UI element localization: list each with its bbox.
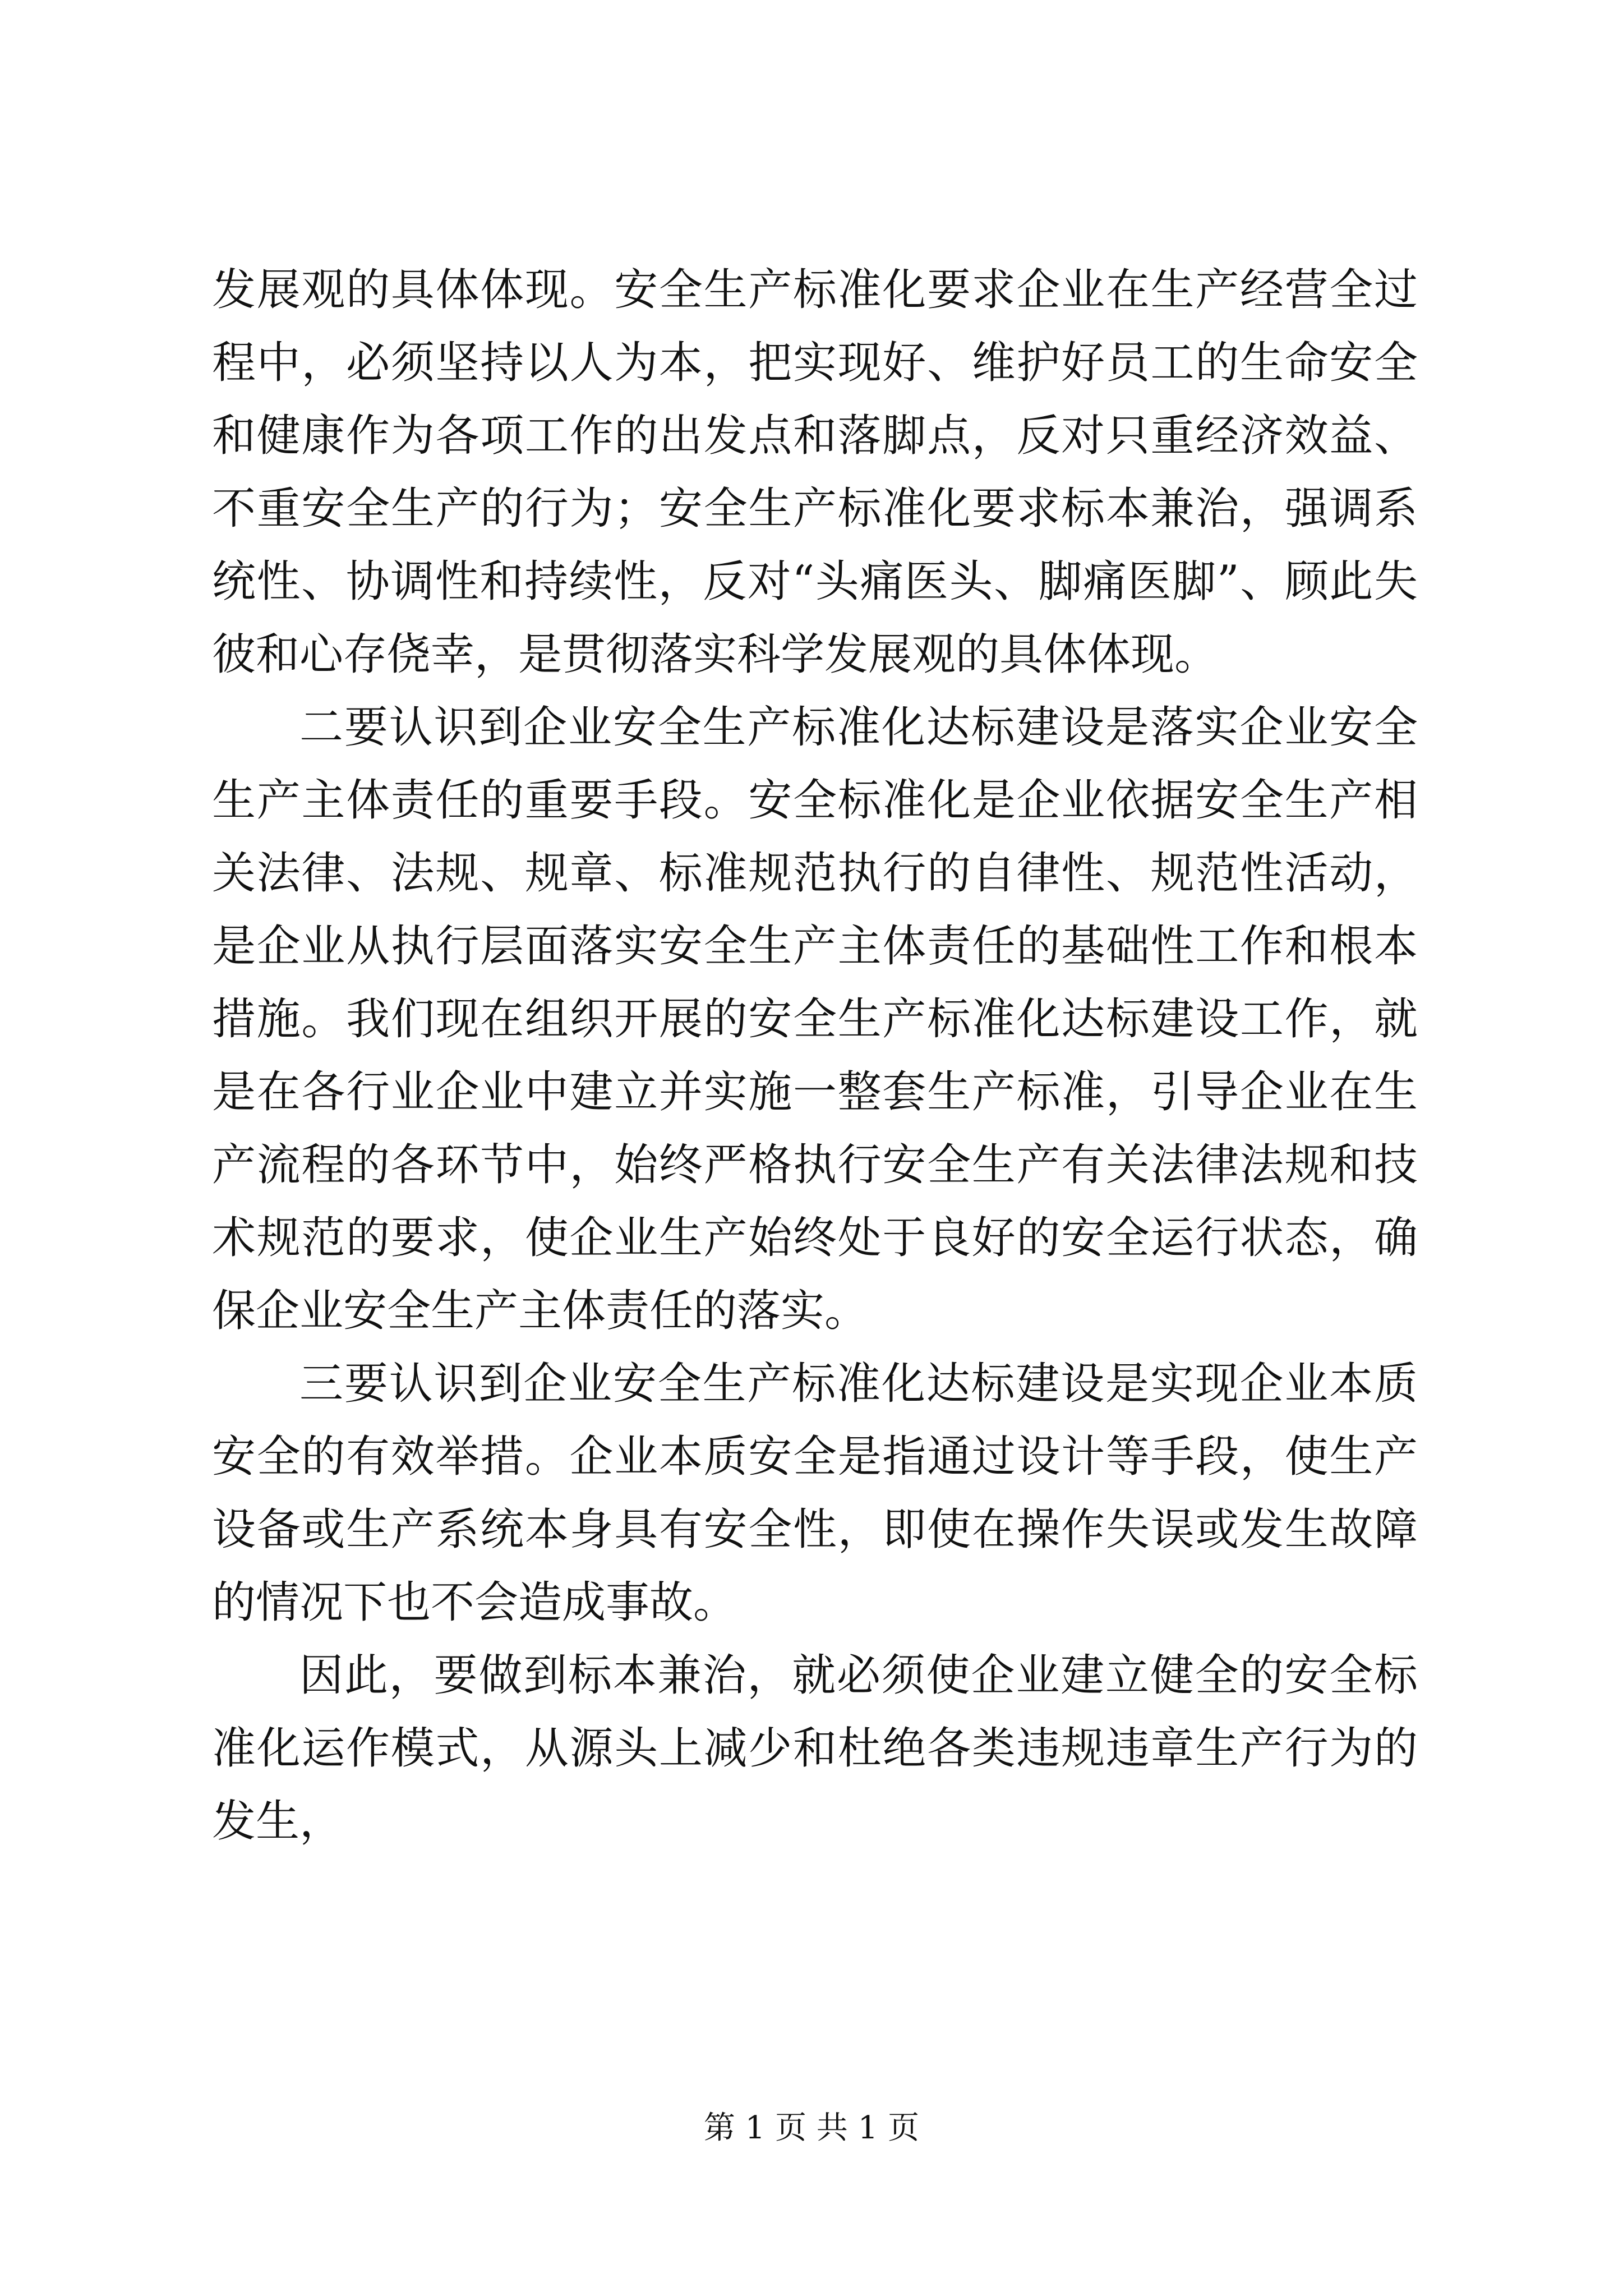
paragraph-2: 二要认识到企业安全生产标准化达标建设是落实企业安全生产主体责任的重要手段。安全标准化是企业依据安全生产相关法律、法规、规章、标准规范执行的自律性、规范性活动，是企业从执行层面落实安全生产主体责任的基础性工作和根本措施。我们现在组织开展的安全生产标准化达标建设工作，就是在各行业企业中建立并实施一整套生产标准，引导企业在生产流程的各环节中，始终严格执行安全生产有关法律法规和技术规范的要求，使企业生产始终处于良好的安全运行状态，确保企业安全生产主体责任的落实。 xyxy=(212,702,1418,1336)
paragraph-3: 三要认识到企业安全生产标准化达标建设是实现企业本质安全的有效举措。企业本质安全是指通过设计等手段，使生产设备或生产系统本身具有安全性，即使在操作失误或发生故障的情况下也不会造成事故。 xyxy=(212,1359,1418,1628)
paragraph-1: 发展观的具体体现。安全生产标准化要求企业在生产经营全过程中，必须坚持以人为本，把实现好、维护好员工的生命安全和健康作为各项工作的出发点和落脚点，反对只重经济效益、不重安全生产的行为；安全生产标准化要求标本兼治，强调系统性、协调性和持续性，反对“头痛医头、脚痛医脚”、顾此失彼和心存侥幸，是贯彻落实科学发展观的具体体现。 xyxy=(212,265,1418,680)
document-body xyxy=(212,254,1418,1858)
page-footer: 第 1 页 共 1 页 xyxy=(703,2110,920,2146)
paragraph-4: 因此，要做到标本兼治，就必须使企业建立健全的安全标准化运作模式，从源头上减少和杜绝各类违规违章生产行为的发生， xyxy=(212,1650,1418,1847)
